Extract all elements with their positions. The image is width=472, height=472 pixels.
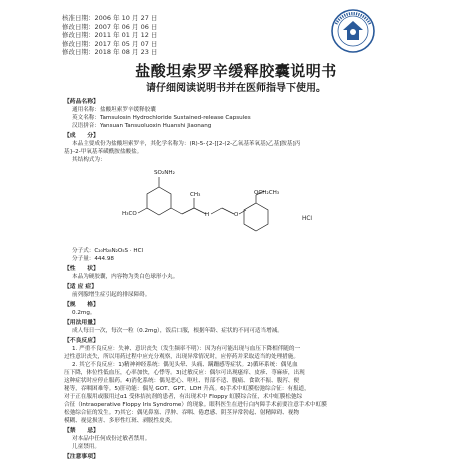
text-line: 本品为硬胶囊，内容物为类白色球形小丸。 xyxy=(72,274,179,280)
text-line: 0.2mg。 xyxy=(72,310,96,316)
text-line: 基}-2-甲氧基苯磺酰胺盐酸盐。 xyxy=(64,149,143,155)
text-line: 儿童禁用。 xyxy=(72,444,100,450)
molecule-diagram xyxy=(104,165,324,245)
section-heading-drug-name: 【药品名称】 xyxy=(64,99,99,105)
approval-dates xyxy=(62,14,157,57)
text-line: 2. 其它不良反应：1)精神神经系统：偶见头晕、头痛、蹒跚感等症状。2)循环系统：偶见血 xyxy=(72,362,298,368)
section-heading-precautions: 【注意事项】 xyxy=(64,454,99,460)
text-line: 松弛综合征的发生。7)其它：偶见鼻塞、浮肿、吞咽、倦怠感、阴茎异常勃起、射精障碍、视物 xyxy=(64,410,300,416)
section-heading-ingredients: 【成 分】 xyxy=(64,133,99,139)
document-body xyxy=(64,96,410,461)
label-salt: HCl xyxy=(302,216,313,222)
section-heading-adverse-reactions: 【不良反应】 xyxy=(64,338,99,344)
text-line: 对本品中任何成份过敏者禁用。 xyxy=(72,436,151,442)
text-line: 前列腺增生症引起的排尿障碍。 xyxy=(72,292,151,298)
section-heading-appearance: 【性 状】 xyxy=(64,266,99,272)
company-seal-logo xyxy=(330,8,376,54)
text-line: 汉语拼音：Yansuan Tansuoluoxin Huanshi Jiaonang xyxy=(72,123,212,129)
label-methoxy: H₃CO xyxy=(122,211,137,217)
section-heading-dosage: 【用法用量】 xyxy=(64,320,99,326)
date-line: 修改日期：2011 年 01 月 12 日 xyxy=(62,31,158,40)
label-sulfonamide: SO₂NH₂ xyxy=(154,170,175,176)
label-amine: H xyxy=(205,212,210,218)
molecular-weight: 分子量：444.98 xyxy=(72,256,114,262)
label-methyl: CH₃ xyxy=(190,192,201,198)
date-line: 修改日期：2007 年 06 月 06 日 xyxy=(62,22,158,31)
text-line: 模糊、视觉损害、多形性红斑、剥脱性皮炎。 xyxy=(64,418,176,424)
date-line: 修改日期：2017 年 05 月 07 日 xyxy=(62,39,158,48)
label-ethoxy: OCH₂CH₃ xyxy=(254,190,280,196)
text-line: 压下降，体位性低血压，心率加快，心悸等。3)过敏反应：偶尔可出现瘙痒、皮疹、荨麻疹，出现 xyxy=(64,370,305,376)
text-line: 成人每日一次，每次一粒（0.2mg），饭后口服，根据年龄、症状的不同可适当增减。 xyxy=(72,328,283,334)
text-line: 合征（Intraoperative Floppy Iris Syndrome）的现象。眼科医生在进行白内障手术前要注意手术中虹膜 xyxy=(64,402,327,408)
structural-formula xyxy=(64,165,410,245)
molecular-formula: 分子式：C₂₀H₂₈N₂O₅S · HCl xyxy=(72,248,144,254)
date-line: 核准日期：2006 年 10 月 27 日 xyxy=(62,14,158,22)
text-line: 本品主要成份为盐酸坦索罗辛，其化学名称为：(R)-5-{2-[[2-(2-乙氧基苯氧基)乙基]胺基]丙 xyxy=(72,141,301,147)
text-line: 对于正在服用或服用过α1 受体拮抗剂的患者，有出现术中 Floppy 虹膜综合征，术中虹膜松弛综 xyxy=(64,394,303,400)
text-line: 通用名称：盐酸坦索罗辛缓释胶囊 xyxy=(72,107,156,113)
text-line: 秘等，吞咽困难等。5)肝功能：偶见 GOT、GPT、LDH 升高。6)手术中虹膜松弛综合征：有报道， xyxy=(64,386,310,392)
text-line: 英文名称：Tamsulosin Hydrochloride Sustained-release Capsules xyxy=(72,115,251,121)
section-heading-indications: 【适 应 症】 xyxy=(64,284,98,290)
label-oxy: O xyxy=(234,212,239,218)
text-line: 1. 严重不良反应：失神、意识丧失（发生频率不明）：因为有可能出现与血压下降相伴随的一 xyxy=(72,346,301,352)
document-title: 盐酸坦索罗辛缓释胶囊说明书 xyxy=(135,62,337,80)
section-heading-contraindications: 【禁 忌】 xyxy=(64,428,99,434)
date-line: 修改日期：2018 年 08 月 23 日 xyxy=(62,48,158,57)
document-subtitle: 请仔细阅读说明书并在医师指导下使用。 xyxy=(146,83,326,94)
text-line: 这种症状时应停止服药。4)消化系统：偶见恶心、呕吐、胃部不适、腹痛、食欲不振、腹泻、便 xyxy=(64,378,300,384)
text-line: 过性意识丧失，所以用药过程中应充分观察，出现异常情况时，应停药并采取适当的处理措施。 xyxy=(64,354,299,360)
text-line: 其结构式为： xyxy=(72,157,106,163)
section-heading-specs: 【规 格】 xyxy=(64,302,99,308)
